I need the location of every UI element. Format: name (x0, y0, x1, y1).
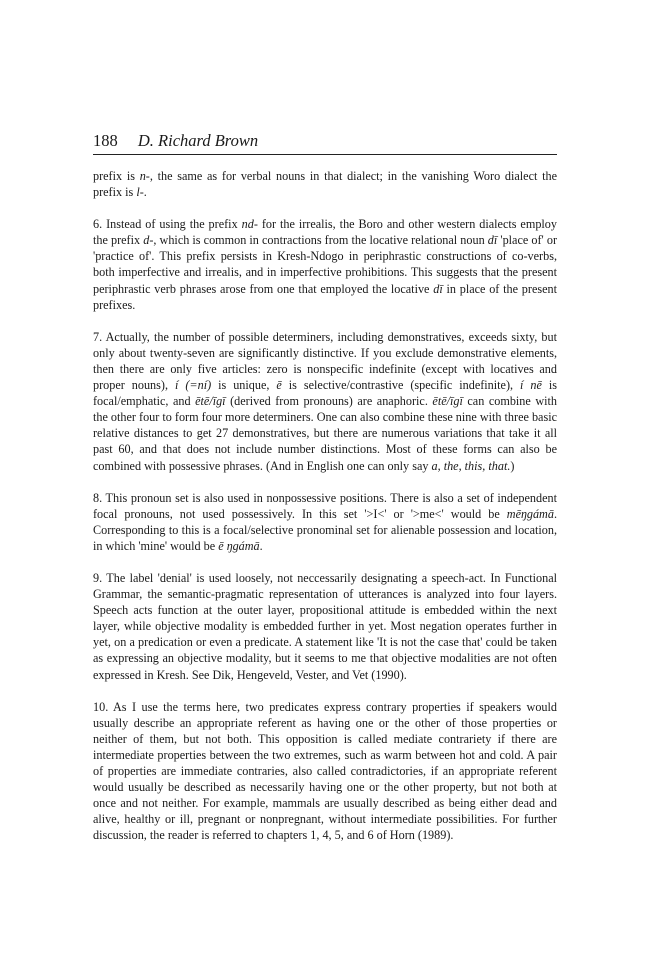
text-run: for the irrealis, the Boro and other western dialects employ the prefix (93, 217, 557, 248)
italic-term: d- (143, 233, 154, 248)
note-9 (93, 570, 557, 683)
text-run: 6. Instead of using the prefix (93, 217, 242, 232)
text-run: prefix is (93, 169, 140, 183)
text-run: . (143, 185, 147, 200)
text-run: 7. Actually, the number of possible determiners, including demonstratives, exceeds sixty, but only about twenty-seven are significantly distinctive. If you exclude demonstrative elements, then there are only five articles: zero is nonspecific indefinite (except with locatives and proper nouns), (93, 329, 557, 393)
text-run: , which is common in contractions from the locative relational noun (153, 233, 488, 248)
italic-term: n- (139, 169, 150, 183)
italic-term: í (=ní) (174, 378, 212, 393)
text-run: 'place of' or 'practice of'. This prefix persists in Kresh-Ndogo in periphrastic constructions of co-verbs, both imperfective and irrealis, and in imperfective prohibitions. This suggests that the present periphrastic verb phrases arose from one that employed the locative (93, 233, 557, 296)
running-header-author: D. Richard Brown (137, 131, 259, 150)
italic-term: l- (136, 185, 144, 200)
text-run: 10. As I use the terms here, two predicates express contrary properties if speakers would usually describe an appropriate referent as having one or the other of those properties or neither of them, but not both. This opposition is called mediate contrariety if there are intermediate properties between the two extremes, such as warm between hot and cold. A pair of properties are immediate contraries, also called contradictories, if an appropriate referent would usually be described as necessarily having one or the other property, but not both at once and not neither. For example, mammals are usually described as being either dead and alive, healthy or ill, pregnant or nonpregnant, without intermediate possibilities. For further discussion, the reader is referred to chapters 1, 4, 5, and 6 of Horn (1989). (93, 699, 557, 843)
text-run: . Corresponding to this is a focal/selective pronominal set for alienable possession and location, in which 'mine' would be (93, 506, 557, 553)
note-8 (93, 490, 557, 554)
text-run: . (259, 538, 263, 553)
italic-term: ē ŋgámā (218, 538, 260, 553)
note-continuation (93, 168, 557, 200)
italic-term: ētē/īgī (432, 394, 463, 409)
page-number: 188 (93, 131, 118, 150)
italic-term: nd- (241, 217, 258, 232)
text-run: is selective/contrastive (specific indefinite), (281, 378, 521, 393)
text-run: can combine with the other four to form four more determiners. One can also combine these nine with three basic relative distances to get 27 demonstratives, but there are numerous variations that take it all past 60, and that does not include number distinctions. Most of these forms can also be combined with possessive phrases. (And in English one can only say (93, 394, 557, 473)
text-run: is focal/emphatic, and (93, 378, 558, 409)
text-run: is unique, (211, 378, 277, 393)
text-run: , the same as for verbal nouns in that dialect; in the vanishing Woro dialect the prefix is (93, 169, 557, 200)
italic-term: í nē (520, 378, 542, 393)
running-header (93, 130, 557, 155)
text-run: (derived from pronouns) are anaphoric. (225, 394, 433, 409)
italic-term: dī (433, 281, 443, 296)
note-6 (93, 216, 557, 313)
text-run: 9. The label 'denial' is used loosely, not neccessarily designating a speech-act. In Functional Grammar, the semantic-pragmatic representation of utterances is analyzed into four layers. Speech acts function at the outer layer, propositional attitude is embedded within the next layer, while objective modality is embedded further in yet. Most negation operates further in yet, on a predication or even a predicate. A statement like 'It is not the case that' could be taken as expressing an objective modality, but it seems to me that objective modalities are not often expressed in Kresh. See Dik, Hengeveld, Vester, and Vet (1990). (93, 570, 557, 682)
italic-term: dī (487, 233, 498, 248)
italic-term: ē (276, 378, 282, 393)
text-run: 8. This pronoun set is also used in nonpossessive positions. There is also a set of independent focal pronouns, not used possessively. In this set '>I<' or '>me<' would be (93, 490, 557, 521)
italic-term: a, the, this, that. (431, 458, 511, 473)
text-run: ) (510, 458, 515, 473)
italic-term: mēŋgámā (506, 506, 554, 521)
italic-term: ētē/īgī (195, 394, 226, 409)
text-run: in place of the present prefixes. (93, 281, 557, 312)
note-7 (93, 329, 557, 474)
endnotes-body (93, 168, 557, 859)
note-10 (93, 699, 557, 844)
